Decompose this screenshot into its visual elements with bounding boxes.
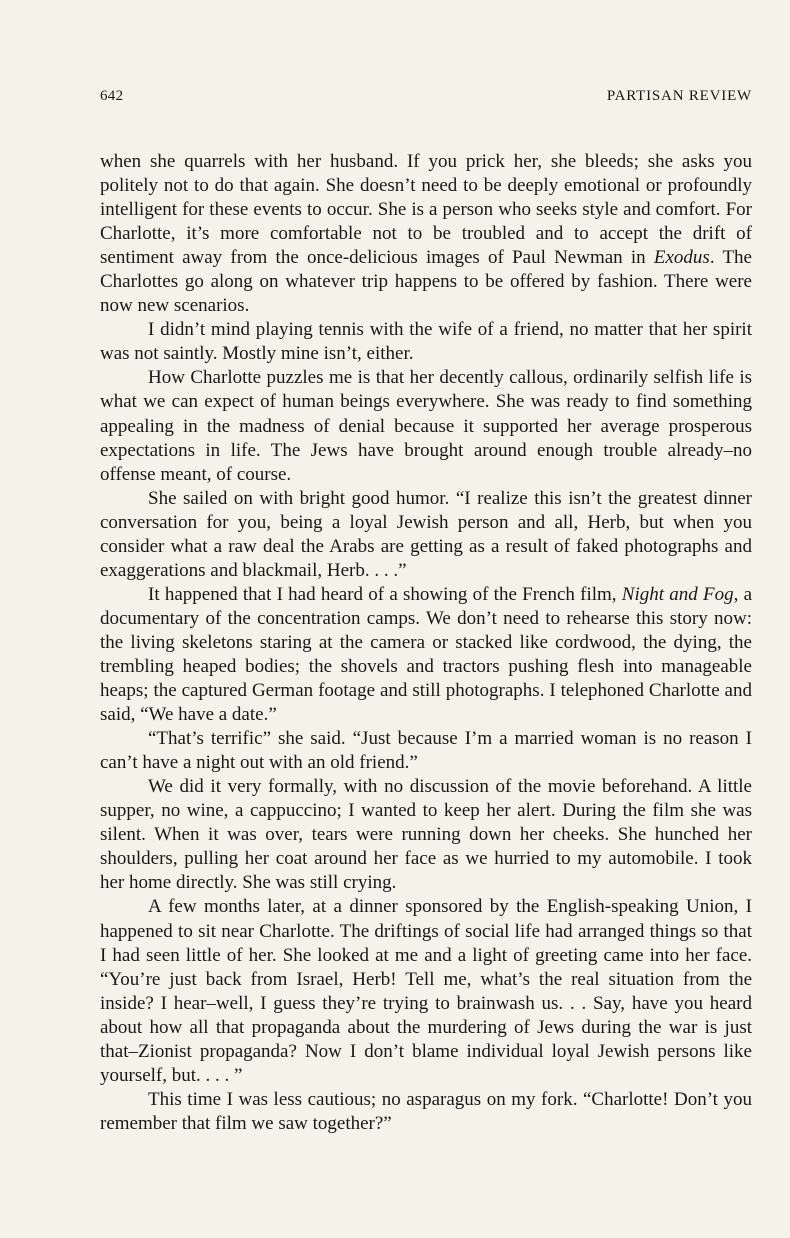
paragraph-1-text: when she quarrels with her husband. If you prick her, she bleeds; she asks you politely not to do that again. She doesn’t need to be deeply emotional or profoundly intelligent for these events to occur. She is a person who seeks style and comfort. For Charlotte, it’s more comfortable not to be troubled and to accept the drift of sentiment away from the once-delicious images of Paul Newman in <box>100 151 752 269</box>
film-title-exodus: Exodus <box>653 247 710 269</box>
article-body <box>100 150 752 1136</box>
paragraph-7: We did it very formally, with no discussion of the movie beforehand. A little supper, no wine, a cappuccino; I wanted to keep her alert. During the film she was silent. When it was over, tears were running down her cheeks. She hunched her shoulders, pulling her coat around her face as we hurried to my automobile. I took her home directly. She was still crying. <box>100 776 752 894</box>
paragraph-9: This time I was less cautious; no asparagus on my fork. “Charlotte! Don’t you remember that film we saw together?” <box>100 1088 752 1134</box>
paragraph-5 <box>100 583 752 727</box>
journal-title: PARTISAN REVIEW <box>606 88 752 104</box>
page-number: 642 <box>100 88 124 104</box>
paragraph-3: How Charlotte puzzles me is that her decently callous, ordinarily selfish life is what we can expect of human beings everywhere. She was ready to find something appealing in the madness of denial because it supported her average prosperous expectations in life. The Jews have brought around enough trouble already–no offense meant, of course. <box>100 367 752 485</box>
paragraph-1 <box>100 150 752 318</box>
film-title-night-and-fog: Night and Fog <box>621 583 734 605</box>
running-head <box>100 88 752 112</box>
paragraph-5-text-end: , a documentary of the concentration camps. We don’t need to rehearse this story now: the living skeletons staring at the camera or stacked like cordwood, the dying, the trembling heaped bodies; the shovels and tractors pushing flesh into manageable heaps; the captured German footage and still photographs. I telephoned Charlotte and said, “We have a date.” <box>100 583 752 726</box>
paragraph-5-text: It happened that I had heard of a showing of the French film, <box>148 583 622 605</box>
paragraph-4: She sailed on with bright good humor. “I realize this isn’t the greatest dinner conversation for you, being a loyal Jewish person and all, Herb, but when you consider what a raw deal the Arabs are getting as a result of faked photographs and exaggerations and blackmail, Herb. . . .” <box>100 487 752 581</box>
paragraph-6: “That’s terrific” she said. “Just because I’m a married woman is no reason I can’t have a night out with an old friend.” <box>100 728 752 774</box>
paragraph-1-text-end: . The Charlottes go along on whatever trip happens to be offered by fashion. There were now new scenarios. <box>100 247 752 317</box>
paragraph-8: A few months later, at a dinner sponsored by the English-speaking Union, I happened to sit near Charlotte. The driftings of social life had arranged things so that I had seen little of her. She looked at me and a light of greeting came into her face. “You’re just back from Israel, Herb! Tell me, what’s the real situation from the inside? I hear–well, I guess they’re trying to brainwash us. . . Say, have you heard about how all that propaganda about the murdering of Jews during the war is just that–Zionist propaganda? Now I don’t blame individual loyal Jewish persons like yourself, but. . . . ” <box>100 896 752 1086</box>
paragraph-2: I didn’t mind playing tennis with the wife of a friend, no matter that her spirit was not saintly. Mostly mine isn’t, either. <box>100 319 752 365</box>
